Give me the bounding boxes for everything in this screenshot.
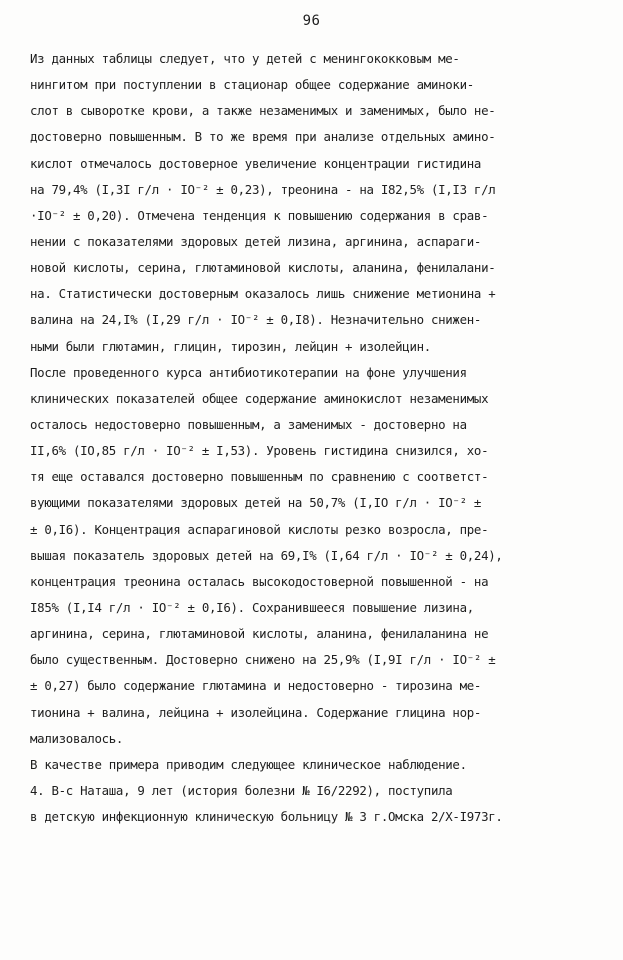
text-line: II,6% (IO,85 г/л · IO⁻² ± I,53). Уровень гистидина снизился, хо-: [30, 443, 489, 459]
text-line: ± 0,27) было содержание глютамина и недостоверно - тирозина ме-: [30, 678, 482, 694]
text-line: Из данных таблицы следует, что у детей с менингококковым ме-: [30, 51, 460, 66]
text-line: валина на 24,I% (I,29 г/л · IO⁻² ± 0,I8). Незначительно снижен-: [30, 312, 482, 328]
text-line: В качестве примера приводим следующее клиническое наблюдение.: [30, 756, 467, 772]
text-line: вышая показатель здоровых детей на 69,I% (I,64 г/л · IO⁻² ± 0,24),: [30, 547, 503, 563]
text-line: ными были глютамин, глицин, тирозин, лейцин + изолейцин.: [30, 338, 431, 354]
page-number: 96: [302, 13, 321, 29]
text-line: новой кислоты, серина, глютаминовой кислоты, аланина, фенилалани-: [30, 260, 496, 276]
text-line: концентрация треонина осталась высокодостоверной повышенной - на: [30, 573, 489, 589]
text-line: достоверно повышенным. В то же время при анализе отдельных амино-: [30, 129, 496, 145]
text-line: тионина + валина, лейцина + изолейцина. Содержание глицина нор-: [30, 704, 482, 720]
text-line: ± 0,I6). Концентрация аспарагиновой кислоты резко возросла, пре-: [30, 521, 489, 537]
text-line: на 79,4% (I,3I г/л · IO⁻² ± 0,23), треонина - на I82,5% (I,I3 г/л: [30, 181, 496, 197]
text-line: После проведенного курса антибиотикотерапии на фоне улучшения: [30, 364, 467, 380]
text-line: мализовалось.: [30, 730, 124, 746]
text-line: в детскую инфекционную клиническую больницу № 3 г.Омска 2/X-I973г.: [30, 809, 503, 825]
text-line: клинических показателей общее содержание аминокислот незаменимых: [30, 390, 489, 406]
text-line: кислот отмечалось достоверное увеличение концентрации гистидина: [30, 155, 482, 171]
text-line: вующими показателями здоровых детей на 50,7% (I,IO г/л · IO⁻² ±: [30, 495, 482, 511]
text-line: нингитом при поступлении в стационар общее содержание аминоки-: [30, 77, 474, 93]
text-line: аргинина, серина, глютаминовой кислоты, аланина, фенилаланина не: [30, 626, 489, 642]
text-line: тя еще оставался достоверно повышенным по сравнению с соответст-: [30, 469, 489, 485]
text-line: 4. В-с Наташа, 9 лет (история болезни № I6/2292), поступила: [30, 782, 453, 798]
text-line: слот в сыворотке крови, а также незаменимых и заменимых, было не-: [30, 103, 496, 119]
text-line: осталось недостоверно повышенным, а заменимых - достоверно на: [30, 416, 467, 432]
text-line: было существенным. Достоверно снижено на 25,9% (I,9I г/л · IO⁻² ±: [30, 652, 496, 668]
text-line: ·IO⁻² ± 0,20). Отмечена тенденция к повышению содержания в срав-: [30, 207, 489, 223]
text-line: I85% (I,I4 г/л · IO⁻² ± 0,I6). Сохранившееся повышение лизина,: [30, 599, 474, 615]
text-line: на. Статистически достоверным оказалось лишь снижение метионина +: [30, 286, 496, 302]
text-line: нении с показателями здоровых детей лизина, аргинина, аспараги-: [30, 233, 482, 249]
body-text: [30, 46, 592, 830]
